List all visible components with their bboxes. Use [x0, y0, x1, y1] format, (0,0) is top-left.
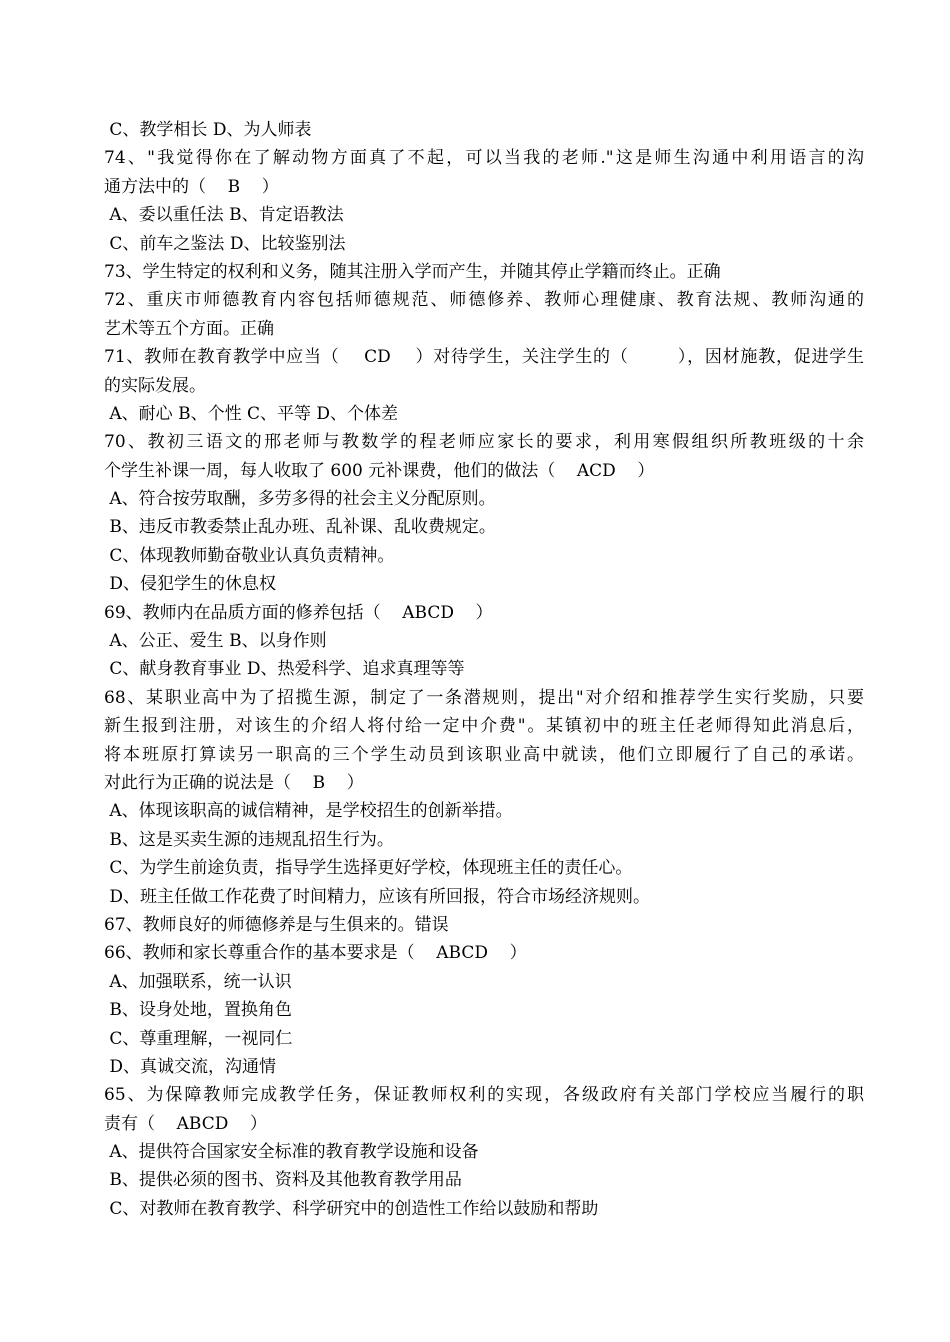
text-line: 新生报到注册，对该生的介绍人将付给一定中介费"。某镇初中的班主任老师得知此消息后，	[104, 716, 864, 737]
text-line: 个学生补课一周，每人收取了 600 元补课费，他们的做法（ ACD ）	[104, 460, 655, 481]
text-line: A、委以重任法 B、肯定语教法	[104, 205, 344, 226]
text-line: D、班主任做工作花费了时间精力，应该有所回报，符合市场经济规则。	[104, 886, 651, 907]
text-line: D、真诚交流，沟通情	[104, 1056, 277, 1077]
text-line: A、体现该职高的诚信精神，是学校招生的创新举措。	[104, 801, 513, 822]
text-line: A、符合按劳取酬，多劳多得的社会主义分配原则。	[104, 489, 496, 510]
text-line: A、耐心 B、个性 C、平等 D、个体差	[104, 403, 399, 424]
text-line: B、提供必须的图书、资料及其他教育教学用品	[104, 1170, 462, 1191]
text-line: 66、教师和家长尊重合作的基本要求是（ ABCD ）	[104, 943, 527, 964]
text-line: 对此行为正确的说法是（ B ）	[104, 772, 364, 793]
text-line: 的实际发展。	[104, 375, 206, 396]
text-line: 65、为保障教师完成教学任务，保证教师权利的实现，各级政府有关部门学校应当履行的职	[104, 1085, 864, 1106]
text-line: A、公正、爱生 B、以身作则	[104, 631, 327, 652]
text-line: B、设身处地，置换角色	[104, 1000, 292, 1021]
text-line: 68、某职业高中为了招揽生源，制定了一条潜规则，提出"对介绍和推荐学生实行奖励，只要	[104, 687, 864, 708]
text-line: 艺术等五个方面。正确	[104, 318, 274, 339]
text-line: C、对教师在教育教学、科学研究中的创造性工作给以鼓励和帮助	[104, 1198, 599, 1219]
text-line: 70、教初三语文的邢老师与教数学的程老师应家长的要求，利用寒假组织所教班级的十余	[104, 432, 864, 453]
text-line: C、体现教师勤奋敬业认真负责精神。	[104, 545, 395, 566]
text-line: 71、教师在教育教学中应当（ CD ）对待学生，关注学生的（ ），因材施教，促进学生	[104, 347, 864, 368]
text-line: D、侵犯学生的休息权	[104, 574, 277, 595]
text-line: A、提供符合国家安全标准的教育教学设施和设备	[104, 1142, 479, 1163]
text-line: B、这是买卖生源的违规乱招生行为。	[104, 829, 394, 850]
text-line: 通方法中的（ B ）	[104, 176, 279, 197]
text-line: 责有（ ABCD ）	[104, 1113, 267, 1134]
document-page	[104, 116, 864, 1223]
text-line: B、违反市教委禁止乱办班、乱补课、乱收费规定。	[104, 517, 496, 538]
text-line: A、加强联系，统一认识	[104, 971, 292, 992]
text-line: C、为学生前途负责，指导学生选择更好学校，体现班主任的责任心。	[104, 858, 633, 879]
text-line: 69、教师内在品质方面的修养包括（ ABCD ）	[104, 602, 493, 623]
text-line: C、尊重理解，一视同仁	[104, 1028, 293, 1049]
text-line: C、教学相长 D、为人师表	[104, 120, 312, 140]
text-line: 67、教师良好的师德修养是与生俱来的。错误	[104, 914, 449, 935]
text-line: 72、重庆市师德教育内容包括师德规范、师德修养、教师心理健康、教育法规、教师沟通的	[104, 290, 864, 311]
text-line: C、前车之鉴法 D、比较鉴别法	[104, 233, 346, 254]
text-line: 将本班原打算读另一职高的三个学生动员到该职业高中就读，他们立即履行了自己的承诺。	[104, 744, 864, 765]
text-line: C、献身教育事业 D、热爱科学、追求真理等等	[104, 659, 465, 680]
text-line: 73、学生特定的权利和义务，随其注册入学而产生，并随其停止学籍而终止。正确	[104, 261, 721, 282]
text-line: 74、"我觉得你在了解动物方面真了不起，可以当我的老师."这是师生沟通中利用语言的沟	[104, 148, 864, 169]
